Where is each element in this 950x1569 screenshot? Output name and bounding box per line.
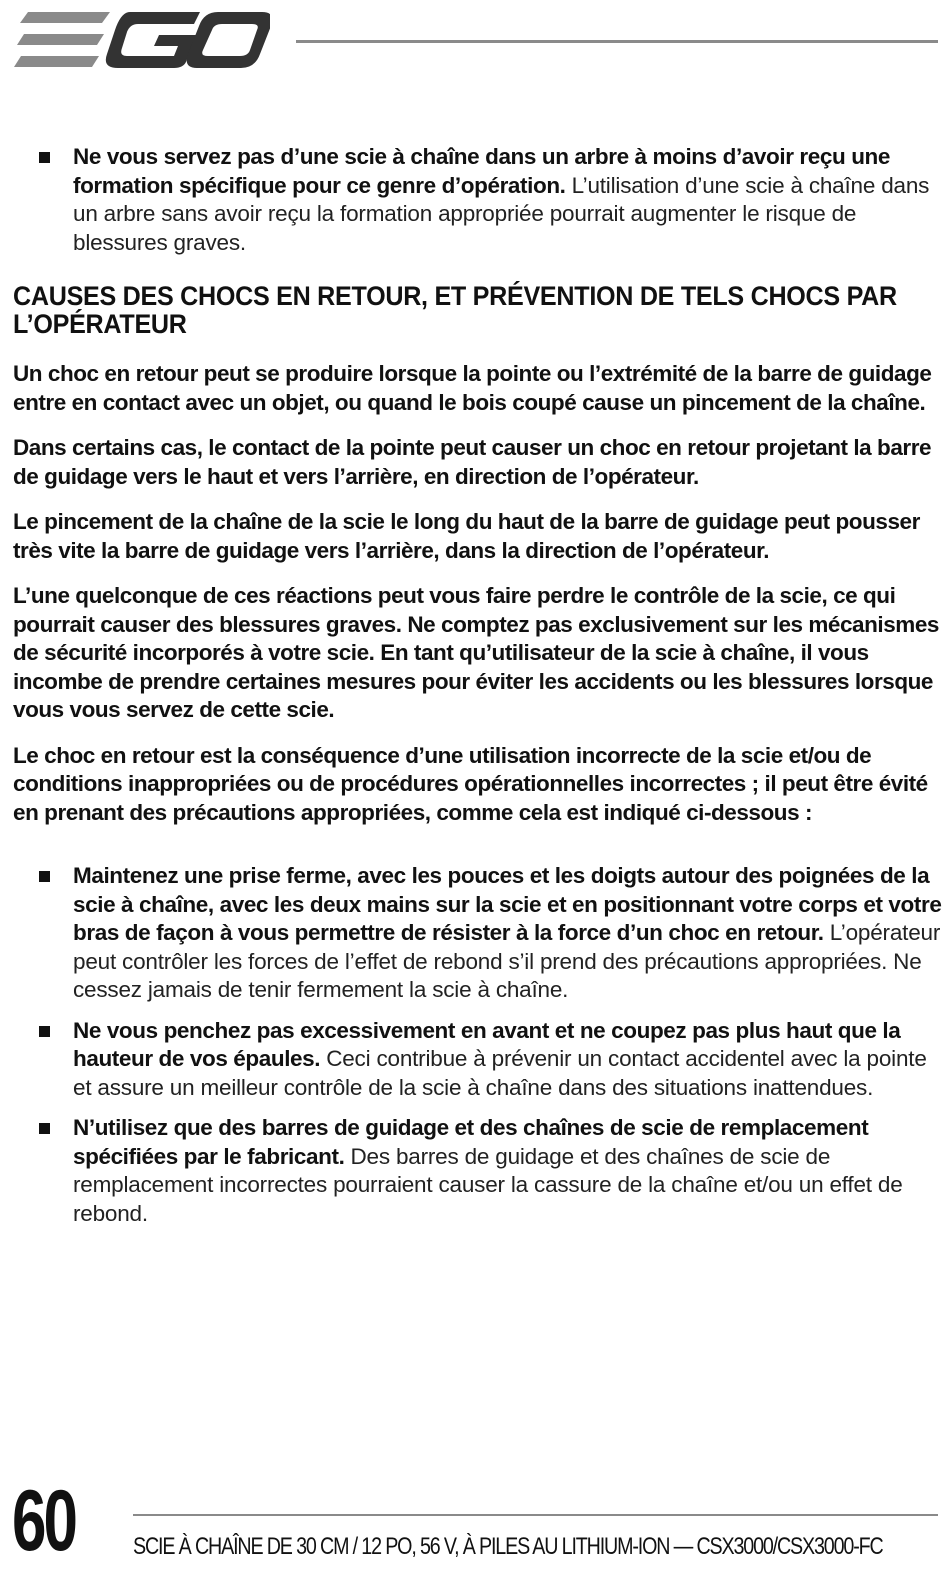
paragraph: Dans certains cas, le contact de la pointe peut causer un choc en retour projetant la barre de guidage vers le haut et vers l’arrière, en direction de l’opérateur. [13,435,932,489]
footer-rule [133,1514,938,1516]
spacer [13,844,943,862]
page-content [13,143,943,1240]
logo-letter-g [106,12,200,68]
bullet-plain-text: Ceci contribue à prévenir un contact accidentel avec la pointe et assure un meilleur contrôle de la scie à chaîne dans des situations inattendues. [73,1046,927,1100]
section-heading: CAUSES DES CHOCS EN RETOUR, ET PRÉVENTION DE TELS CHOCS PAR L’OPÉRATEUR [13,281,897,339]
logo-letter-o [187,12,270,68]
bullet-plain-text: Des barres de guidage et des chaînes de scie de remplacement incorrectes pourraient causer la cassure de la chaîne et/ou un effet de rebond. [73,1143,903,1226]
paragraph: Le pincement de la chaîne de la scie le long du haut de la barre de guidage peut pousser très vite la barre de guidage vers l’arrière, dans la direction de l’opérateur. [13,509,920,563]
bullet-bold-text: Ne vous servez pas d’une scie à chaîne dans un arbre à moins d’avoir reçu une formation spécifique pour ce genre d’opération. [73,144,891,198]
ego-logo [14,12,270,68]
bullet-plain-text: L’opérateur peut contrôler les forces de l’effet de rebond s’il prend des précautions appropriées. Ne cessez jamais de tenir fermement la scie à chaîne. [73,920,941,1002]
bullet-bold-text: Maintenez une prise ferme, avec les pouces et les doigts autour des poignées de la scie à chaîne, avec les deux mains sur la scie et en positionnant votre corps et votre bras de façon à vous permettre de résister à la force d’un choc en retour. [73,863,942,945]
footer-product-title: SCIE À CHAÎNE DE 30 CM / 12 PO, 56 V, À PILES AU LITHIUM-ION — CSX3000/CSX3000-FC [133,1533,883,1560]
bullet-item [13,862,943,1005]
page-number: 60 [12,1473,76,1569]
bullet-bold-text: N’utilisez que des barres de guidage et des chaînes de scie de remplacement spécifiées par le fabricant. [73,1115,869,1169]
bullet-item [13,1017,943,1103]
bullet-item [13,143,943,257]
bullet-plain-text: L’utilisation d’une scie à chaîne dans un arbre sans avoir reçu la formation appropriée pourrait augmenter le risque de blessures graves. [73,172,930,255]
header-rule [296,40,938,43]
paragraph: Le choc en retour est la conséquence d’une utilisation incorrecte de la scie et/ou de conditions inappropriées ou de procédures opérationnelles incorrectes ; il peut être évité en prenant des précautions appropriées, comme cela est indiqué ci-dessous : [13,742,928,825]
paragraph: L’une quelconque de ces réactions peut vous faire perdre le contrôle de la scie, ce qui pourrait causer des blessures graves. Ne comptez pas exclusivement sur les mécanismes de sécurité incorporés à votre scie. En tant qu’utilisateur de la scie à chaîne, il vous incombe de prendre certaines mesures pour éviter les accidents ou les blessures lorsque vous vous servez de cette scie. [13,583,939,722]
bullet-bold-text: Ne vous penchez pas excessivement en avant et ne coupez pas plus haut que la hauteur de vos épaules. [73,1017,901,1071]
paragraph: Un choc en retour peut se produire lorsque la pointe ou l’extrémité de la barre de guidage entre en contact avec un objet, ou quand le bois coupé cause un pincement de la chaîne. [13,361,932,415]
bullet-item [13,1114,943,1228]
logo-e-bars [14,12,110,67]
